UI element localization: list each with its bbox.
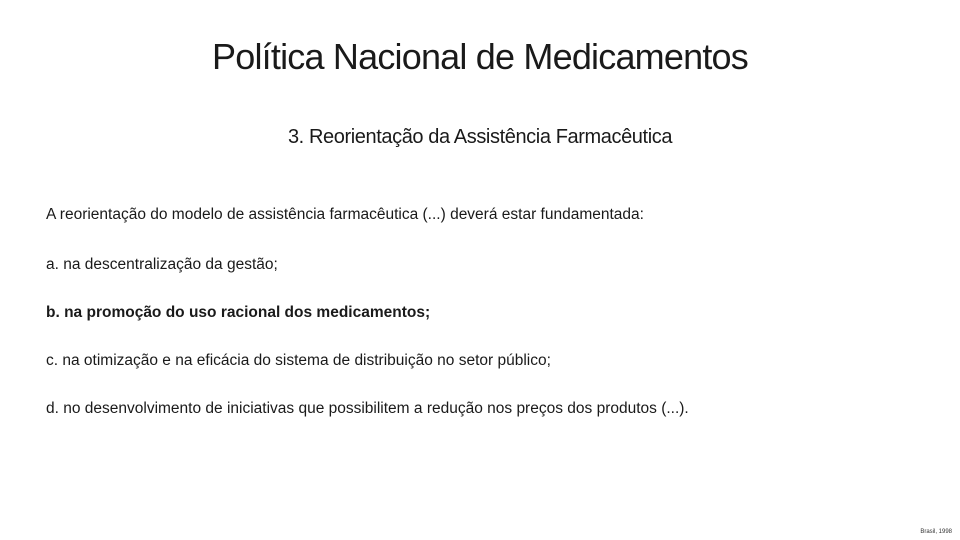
source-citation: Brasil, 1998 bbox=[920, 529, 952, 535]
slide-body bbox=[46, 0, 926, 540]
slide-title: Política Nacional de Medicamentos bbox=[212, 36, 748, 77]
slide-subtitle: 3. Reorientação da Assistência Farmacêutica bbox=[287, 126, 673, 148]
list-item-c: c. na otimização e na eficácia do sistema de distribuição no setor público; bbox=[46, 352, 551, 369]
intro-text: A reorientação do modelo de assistência farmacêutica (...) deverá estar fundamentada: bbox=[46, 206, 644, 223]
list-item-d: d. no desenvolvimento de iniciativas que possibilitem a redução nos preços dos produtos (...). bbox=[46, 400, 689, 417]
list-item-a: a. na descentralização da gestão; bbox=[46, 256, 278, 273]
list-item-b: b. na promoção do uso racional dos medicamentos; bbox=[46, 304, 431, 321]
